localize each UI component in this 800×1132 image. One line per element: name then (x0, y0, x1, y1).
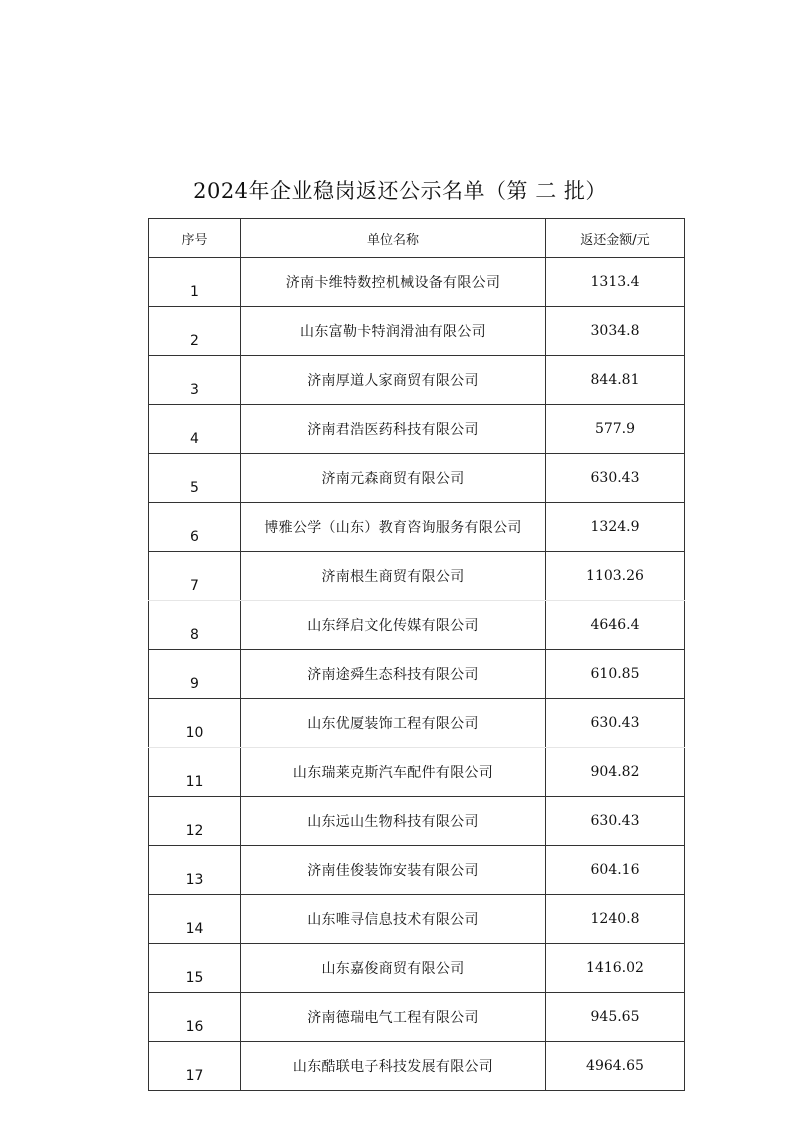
row-seq: 4 (149, 405, 241, 454)
table-row (149, 307, 685, 356)
row-company-name: 济南佳俊装饰安装有限公司 (241, 846, 546, 895)
row-company-name: 山东嘉俊商贸有限公司 (241, 944, 546, 993)
row-seq: 3 (149, 356, 241, 405)
table-row (149, 944, 685, 993)
row-company-name: 济南德瑞电气工程有限公司 (241, 993, 546, 1042)
row-seq: 14 (149, 895, 241, 944)
row-amount: 1416.02 (546, 944, 685, 993)
page-title: 2024年企业稳岗返还公示名单（第 二 批） (193, 179, 607, 203)
row-seq: 7 (149, 552, 241, 601)
table-row (149, 552, 685, 601)
table-row (149, 454, 685, 503)
row-company-name: 济南厚道人家商贸有限公司 (241, 356, 546, 405)
row-seq: 10 (149, 699, 241, 748)
table-row (149, 699, 685, 748)
row-seq: 6 (149, 503, 241, 552)
table-row (149, 405, 685, 454)
row-amount: 3034.8 (546, 307, 685, 356)
row-company-name: 济南途舜生态科技有限公司 (241, 650, 546, 699)
row-amount: 604.16 (546, 846, 685, 895)
table-row (149, 503, 685, 552)
table-row (149, 993, 685, 1042)
row-amount: 4646.4 (546, 601, 685, 650)
row-seq: 1 (149, 258, 241, 307)
table-row (149, 748, 685, 797)
header-amount: 返还金额/元 (546, 219, 685, 258)
row-seq: 17 (149, 1042, 241, 1091)
header-seq: 序号 (149, 219, 241, 258)
row-company-name: 山东优厦装饰工程有限公司 (241, 699, 546, 748)
row-amount: 1313.4 (546, 258, 685, 307)
table-row (149, 258, 685, 307)
header-company-name: 单位名称 (241, 219, 546, 258)
row-company-name: 山东远山生物科技有限公司 (241, 797, 546, 846)
row-amount: 630.43 (546, 797, 685, 846)
table-header-row (149, 219, 685, 258)
row-amount: 4964.65 (546, 1042, 685, 1091)
row-company-name: 济南卡维特数控机械设备有限公司 (241, 258, 546, 307)
table-row (149, 797, 685, 846)
row-amount: 945.65 (546, 993, 685, 1042)
table-row (149, 601, 685, 650)
row-amount: 610.85 (546, 650, 685, 699)
row-amount: 1103.26 (546, 552, 685, 601)
row-company-name: 山东唯寻信息技术有限公司 (241, 895, 546, 944)
row-seq: 13 (149, 846, 241, 895)
company-list-table (148, 218, 685, 1091)
row-company-name: 山东瑞莱克斯汽车配件有限公司 (241, 748, 546, 797)
row-company-name: 山东富勒卡特润滑油有限公司 (241, 307, 546, 356)
row-seq: 9 (149, 650, 241, 699)
row-seq: 15 (149, 944, 241, 993)
row-seq: 16 (149, 993, 241, 1042)
row-seq: 2 (149, 307, 241, 356)
row-company-name: 济南元森商贸有限公司 (241, 454, 546, 503)
row-seq: 12 (149, 797, 241, 846)
row-amount: 1324.9 (546, 503, 685, 552)
row-seq: 5 (149, 454, 241, 503)
row-seq: 11 (149, 748, 241, 797)
row-company-name: 济南根生商贸有限公司 (241, 552, 546, 601)
row-company-name: 济南君浩医药科技有限公司 (241, 405, 546, 454)
row-amount: 1240.8 (546, 895, 685, 944)
row-amount: 630.43 (546, 454, 685, 503)
row-company-name: 山东酷联电子科技发展有限公司 (241, 1042, 546, 1091)
row-amount: 577.9 (546, 405, 685, 454)
row-seq: 8 (149, 601, 241, 650)
row-company-name: 山东绎启文化传媒有限公司 (241, 601, 546, 650)
table-row (149, 650, 685, 699)
row-company-name: 博雅公学（山东）教育咨询服务有限公司 (241, 503, 546, 552)
table-row (149, 1042, 685, 1091)
table-row (149, 356, 685, 405)
row-amount: 904.82 (546, 748, 685, 797)
table-row (149, 846, 685, 895)
table-row (149, 895, 685, 944)
row-amount: 844.81 (546, 356, 685, 405)
row-amount: 630.43 (546, 699, 685, 748)
